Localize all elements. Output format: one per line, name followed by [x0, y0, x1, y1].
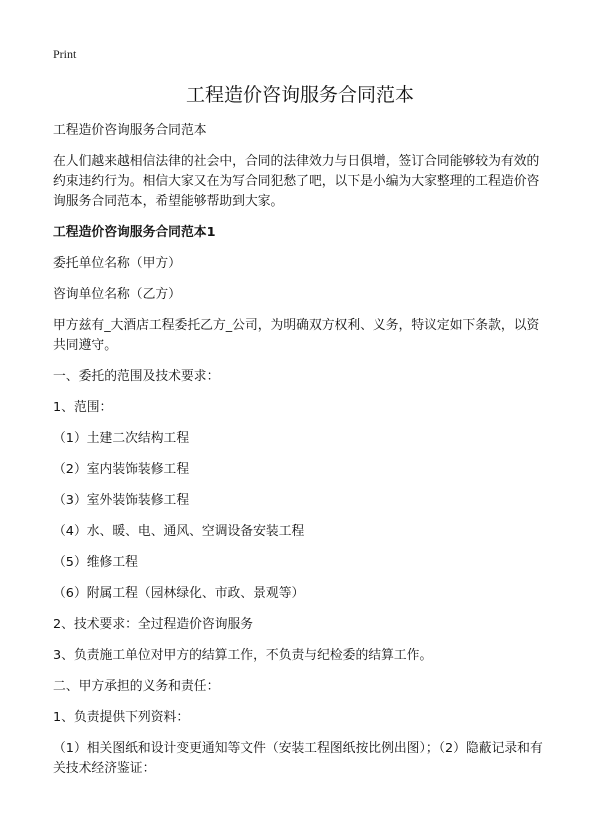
- document-body: [53, 121, 552, 790]
- paragraph-agreement: 甲方兹有_大酒店工程委托乙方_公司，为明确双方权利、义务，特议定如下条款，以资共同遵守。: [53, 318, 540, 353]
- scope-item: （2）室内装饰装修工程: [53, 462, 190, 477]
- clause-item: （1）相关图纸和设计变更通知等文件（安装工程图纸按比例出图）；（2）隐蔽记录和有关技术经济鉴证：: [53, 741, 543, 776]
- scope-item: （6）附属工程（园林绿化、市政、景观等）: [53, 586, 305, 601]
- paragraph-party-b: 咨询单位名称（乙方）: [53, 287, 181, 302]
- paragraph-party-a: 委托单位名称（甲方）: [53, 256, 181, 271]
- clause-item: 3、负责施工单位对甲方的结算工作，不负责与纪检委的结算工作。: [53, 648, 433, 663]
- clause-item: 1、范围：: [53, 400, 113, 415]
- scope-item: （1）土建二次结构工程: [53, 431, 190, 446]
- scope-item: （4）水、暖、电、通风、空调设备安装工程: [53, 524, 305, 539]
- clause-item: 1、负责提供下列资料：: [53, 710, 190, 725]
- scope-item: （3）室外装饰装修工程: [53, 493, 190, 508]
- paragraph-intro: 在人们越来越相信法律的社会中，合同的法律效力与日俱增，签订合同能够较为有效的约束违约行为。相信大家又在为写合同犯愁了吧，以下是小编为大家整理的工程造价咨询服务合同范本，希望能够帮助到大家。: [53, 154, 540, 209]
- section-heading: 工程造价咨询服务合同范本1: [53, 225, 216, 240]
- paragraph-subtitle: 工程造价咨询服务合同范本: [53, 123, 207, 138]
- clause-heading-1: 一、委托的范围及技术要求：: [53, 369, 220, 384]
- clause-item: 2、技术要求：全过程造价咨询服务: [53, 617, 254, 632]
- print-label: Print: [53, 47, 77, 61]
- document-title: 工程造价咨询服务合同范本: [185, 84, 414, 106]
- scope-item: （5）维修工程: [53, 555, 138, 570]
- clause-heading-2: 二、甲方承担的义务和责任：: [53, 679, 220, 694]
